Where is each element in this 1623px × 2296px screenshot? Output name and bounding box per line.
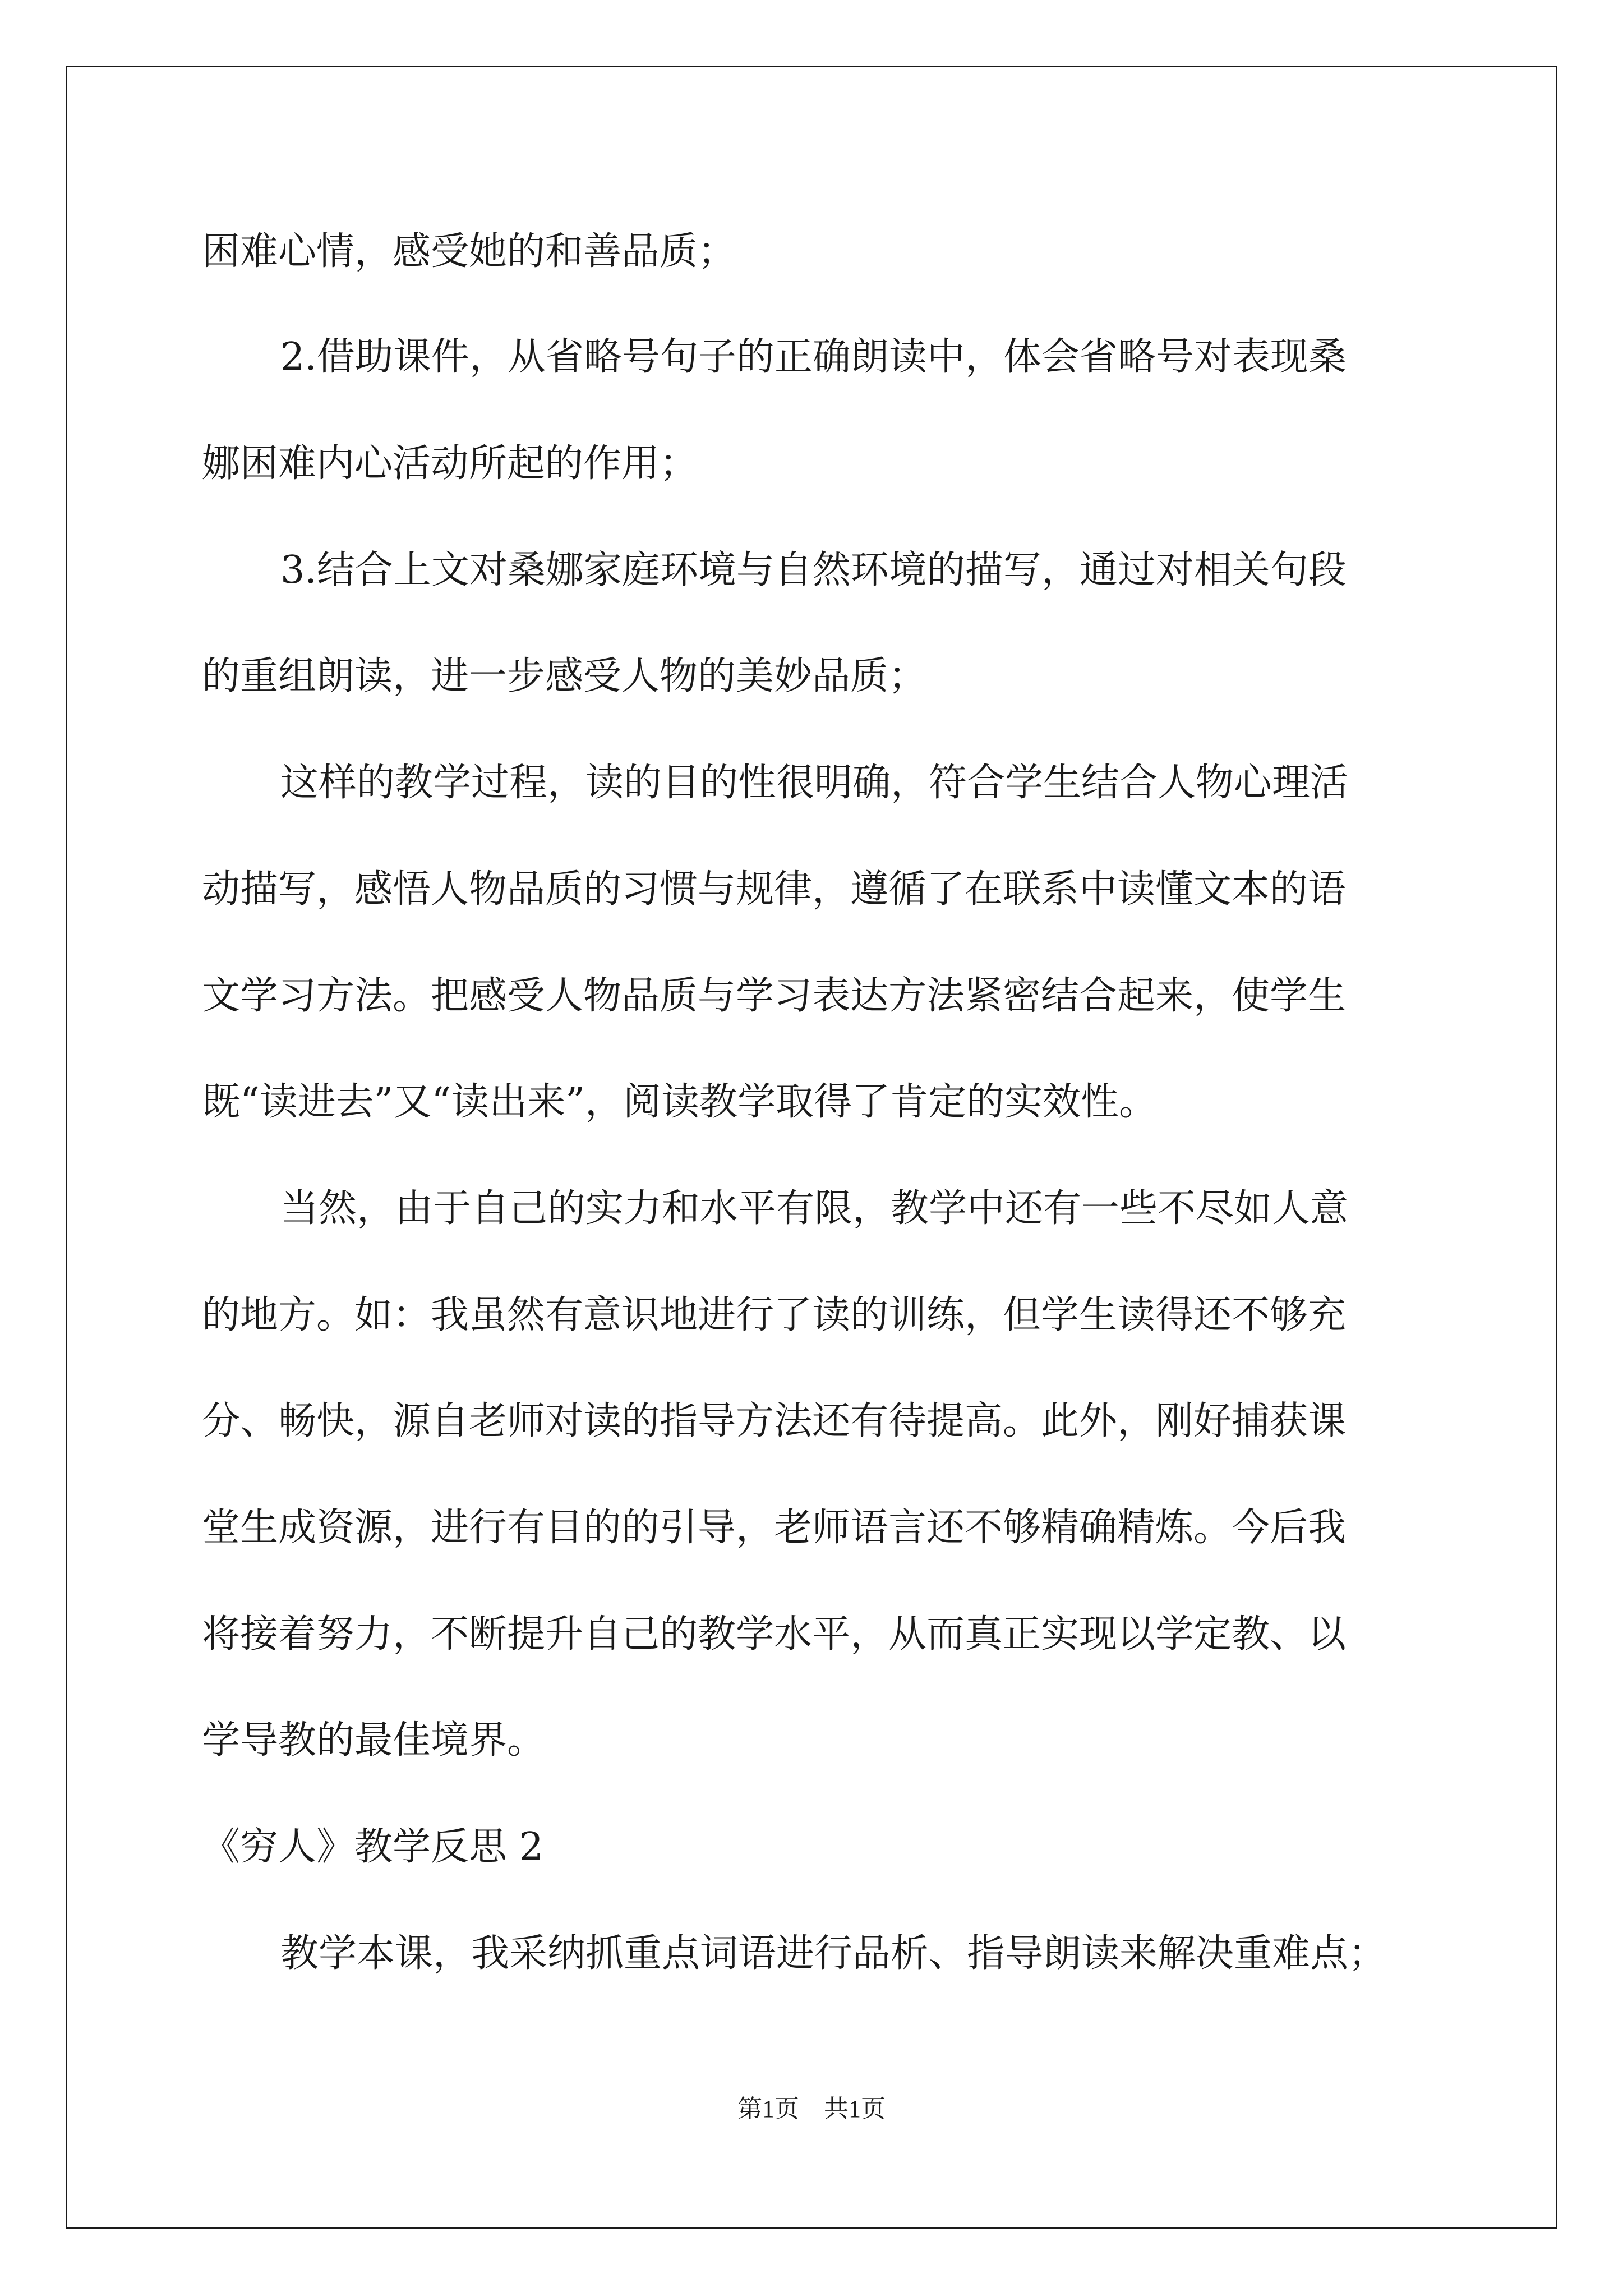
body-line: 的地方。如：我虽然有意识地进行了读的训练，但学生读得还不够充 (202, 1293, 1347, 1337)
body-line: 堂生成资源，进行有目的的引导，老师语言还不够精确精炼。今后我 (202, 1506, 1347, 1550)
body-line: 当然，由于自己的实力和水平有限，教学中还有一些不尽如人意 (280, 1186, 1349, 1231)
body-line: 教学本课，我采纳抓重点词语进行品析、指导朗读来解决重难点； (280, 1931, 1387, 1976)
body-line: 的重组朗读，进一步感受人物的美妙品质； (202, 654, 927, 698)
body-line: 困难心情，感受她的和善品质； (202, 229, 736, 274)
body-line: 2.借助课件，从省略号句子的正确朗读中，体会省略号对表现桑 (280, 335, 1347, 379)
page-border (66, 66, 1557, 2229)
body-line: 动描写，感悟人物品质的习惯与规律，遵循了在联系中读懂文本的语 (202, 867, 1347, 912)
page-footer: 第1页 共1页 (737, 2095, 886, 2123)
body-line: 分、畅快，源自老师对读的指导方法还有待提高。此外，刚好捕获课 (202, 1399, 1347, 1443)
body-line: 学导教的最佳境界。 (202, 1718, 546, 1763)
section-heading: 《穷人》教学反思 2 (202, 1825, 543, 1869)
body-line: 这样的教学过程，读的目的性很明确，符合学生结合人物心理活 (280, 761, 1349, 805)
body-line: 既“读进去”又“读出来”，阅读教学取得了肯定的实效性。 (202, 1080, 1158, 1124)
body-line: 将接着努力，不断提升自己的教学水平，从而真正实现以学定教、以 (202, 1612, 1347, 1657)
body-line: 3.结合上文对桑娜家庭环境与自然环境的描写，通过对相关句段 (280, 548, 1347, 592)
body-line: 文学习方法。把感受人物品质与学习表达方法紧密结合起来，使学生 (202, 974, 1347, 1018)
body-line: 娜困难内心活动所起的作用； (202, 441, 698, 486)
